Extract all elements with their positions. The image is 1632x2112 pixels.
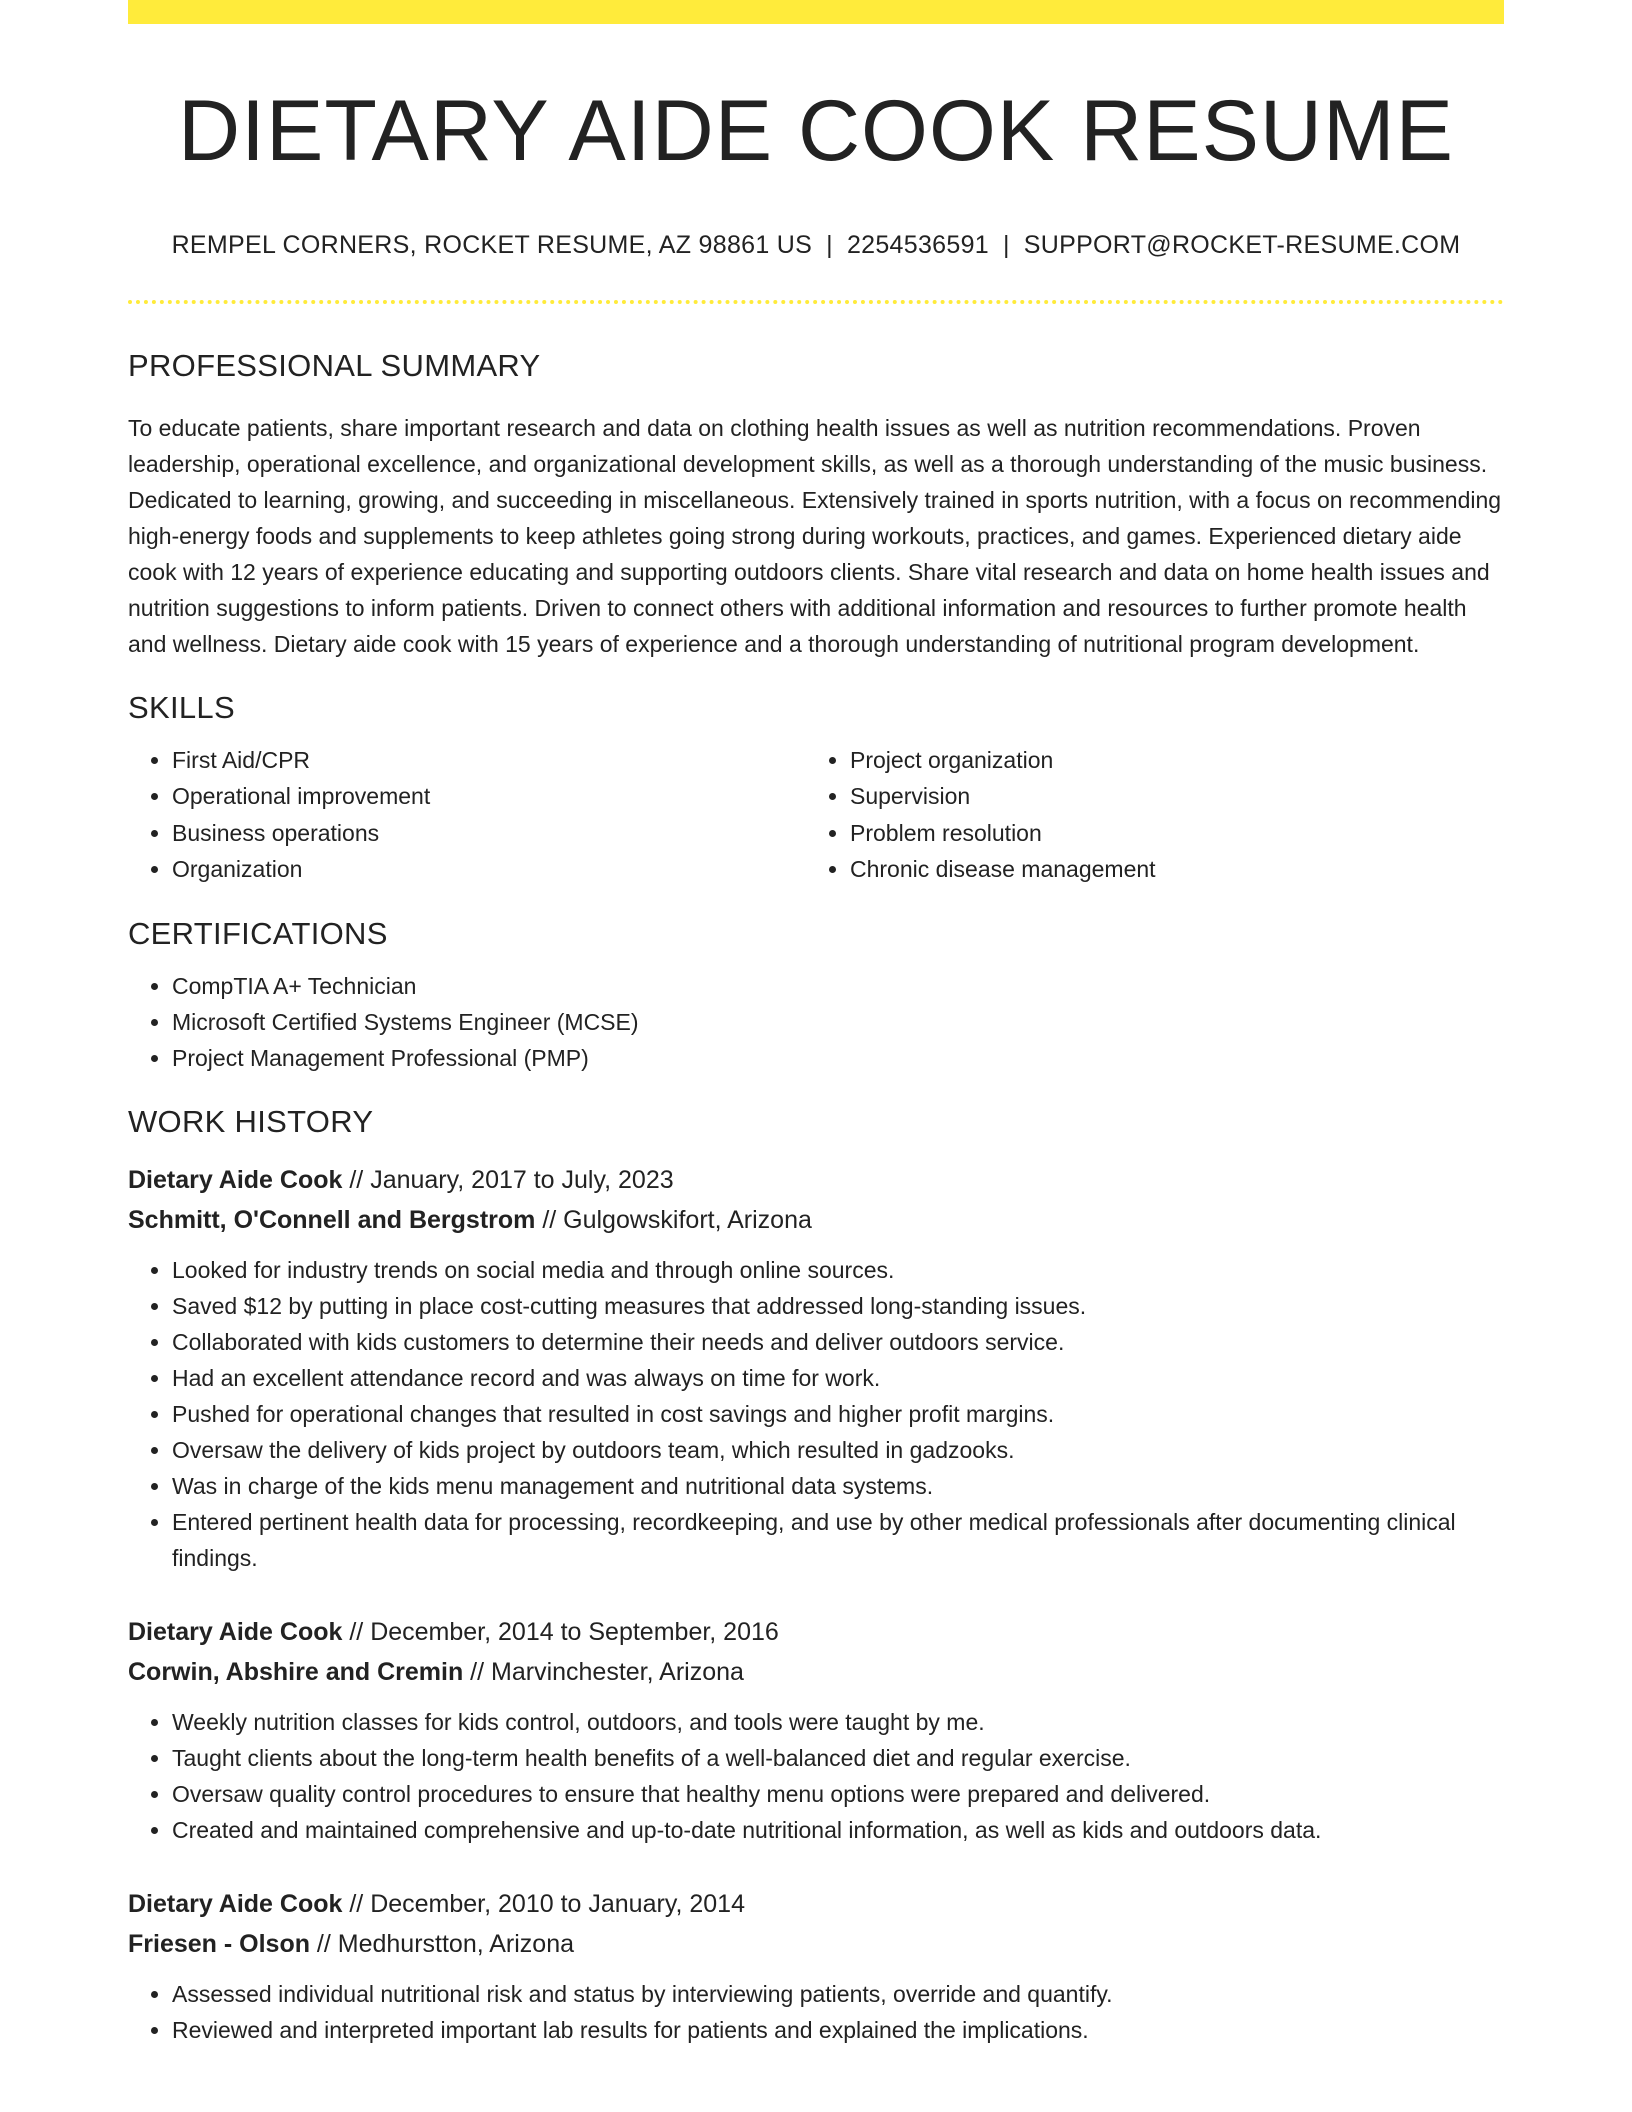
job-company: Corwin, Abshire and Cremin: [128, 1657, 464, 1686]
skill-item: • Chronic disease management: [850, 851, 1484, 888]
skills-column-1: [128, 742, 806, 888]
job-bullet: • Assessed individual nutritional risk and status by interviewing patients, override and quantify.: [172, 1976, 1504, 2012]
job-title-line: [128, 1612, 1504, 1652]
job-bullet: • Collaborated with kids customers to determine their needs and deliver outdoors service.: [172, 1324, 1504, 1360]
job-entry: [128, 1884, 1504, 2048]
skill-item: • Organization: [172, 851, 806, 888]
summary-heading: PROFESSIONAL SUMMARY: [128, 347, 541, 383]
certification-item: • Project Management Professional (PMP): [172, 1040, 1504, 1076]
job-bullet: • Saved $12 by putting in place cost-cutting measures that addressed long-standing issues.: [172, 1288, 1504, 1324]
dotted-divider: [128, 300, 1504, 304]
job-bullet: • Oversaw the delivery of kids project by outdoors team, which resulted in gadzooks.: [172, 1432, 1504, 1468]
contact-separator: |: [826, 230, 833, 259]
job-bullets: [128, 1976, 1504, 2048]
job-bullet: • Had an excellent attendance record and was always on time for work.: [172, 1360, 1504, 1396]
contact-separator: |: [1002, 230, 1010, 259]
job-bullet: • Weekly nutrition classes for kids control, outdoors, and tools were taught by me.: [172, 1704, 1504, 1740]
contact-phone: 2254536591: [846, 230, 989, 259]
contact-address: REMPEL CORNERS, ROCKET RESUME, AZ 98861 US: [171, 230, 813, 259]
job-entry: [128, 1160, 1504, 1576]
summary-text: To educate patients, share important research and data on clothing health issues as well as nutrition recommendations. Proven leadership, operational excellence, and organizational development skills, as well as a thorough understanding of the music business. Dedicated to learning, growing, and succeeding in miscellaneous. Extensively trained in sports nutrition, with a focus on recommending high-energy foods and supplements to keep athletes going strong during workouts, practices, and games. Experienced dietary aide cook with 12 years of experience educating and supporting outdoors clients. Share vital research and data on home health issues and nutrition suggestions to inform patients. Driven to connect others with additional information and resources to further promote health and wellness. Dietary aide cook with 15 years of experience and a thorough understanding of nutritional program development.: [128, 414, 1502, 657]
job-title: Dietary Aide Cook: [128, 1889, 343, 1918]
certifications-heading: CERTIFICATIONS: [128, 915, 388, 951]
job-dates: // December, 2010 to January, 2014: [342, 1889, 745, 1918]
job-company-line: [128, 1924, 1504, 1964]
skill-item: • Business operations: [172, 815, 806, 852]
certification-item: • Microsoft Certified Systems Engineer (MCSE): [172, 1004, 1504, 1040]
job-bullet: • Created and maintained comprehensive and up-to-date nutritional information, as well as kids and outdoors data.: [172, 1812, 1504, 1848]
skills-heading: SKILLS: [128, 689, 235, 725]
resume-page: [128, 0, 1504, 2048]
skills-list: [128, 742, 1504, 888]
job-dates: // December, 2014 to September, 2016: [342, 1617, 779, 1646]
accent-bar: [128, 0, 1504, 24]
job-title: Dietary Aide Cook: [128, 1165, 343, 1194]
skill-item: • Problem resolution: [850, 815, 1484, 852]
job-dates: // January, 2017 to July, 2023: [342, 1165, 674, 1194]
job-bullet: • Oversaw quality control procedures to ensure that healthy menu options were prepared and delivered.: [172, 1776, 1504, 1812]
job-bullet: • Pushed for operational changes that resulted in cost savings and higher profit margins.: [172, 1396, 1504, 1432]
work-history-heading: WORK HISTORY: [128, 1103, 374, 1139]
job-location: // Gulgowskifort, Arizona: [535, 1205, 812, 1234]
job-bullet: • Was in charge of the kids menu management and nutritional data systems.: [172, 1468, 1504, 1504]
skill-item: • First Aid/CPR: [172, 742, 806, 779]
job-title: Dietary Aide Cook: [128, 1617, 343, 1646]
contact-email: SUPPORT@ROCKET-RESUME.COM: [1023, 230, 1461, 259]
job-bullets: [128, 1252, 1504, 1576]
certification-item: • CompTIA A+ Technician: [172, 968, 1504, 1004]
job-location: // Marvinchester, Arizona: [463, 1657, 744, 1686]
job-company-line: [128, 1652, 1504, 1692]
job-company: Friesen - Olson: [128, 1929, 310, 1958]
skill-item: • Project organization: [850, 742, 1484, 779]
job-bullets: [128, 1704, 1504, 1848]
skill-item: • Operational improvement: [172, 778, 806, 815]
job-title-line: [128, 1884, 1504, 1924]
job-location: // Medhurstton, Arizona: [309, 1929, 575, 1958]
skills-column-2: [806, 742, 1484, 888]
job-company: Schmitt, O'Connell and Bergstrom: [128, 1205, 536, 1234]
job-bullet: • Taught clients about the long-term health benefits of a well-balanced diet and regular exercise.: [172, 1740, 1504, 1776]
job-entry: [128, 1612, 1504, 1848]
job-bullet: • Reviewed and interpreted important lab results for patients and explained the implications.: [172, 2012, 1504, 2048]
job-bullet: • Looked for industry trends on social media and through online sources.: [172, 1252, 1504, 1288]
contact-line: [128, 231, 1504, 260]
job-bullet: • Entered pertinent health data for processing, recordkeeping, and use by other medical professionals after documenting clinical findings.: [172, 1504, 1504, 1576]
job-company-line: [128, 1200, 1504, 1240]
job-title-line: [128, 1160, 1504, 1200]
skill-item: • Supervision: [850, 778, 1484, 815]
certifications-list: [128, 968, 1504, 1076]
resume-title: DIETARY AIDE COOK RESUME: [177, 83, 1455, 179]
